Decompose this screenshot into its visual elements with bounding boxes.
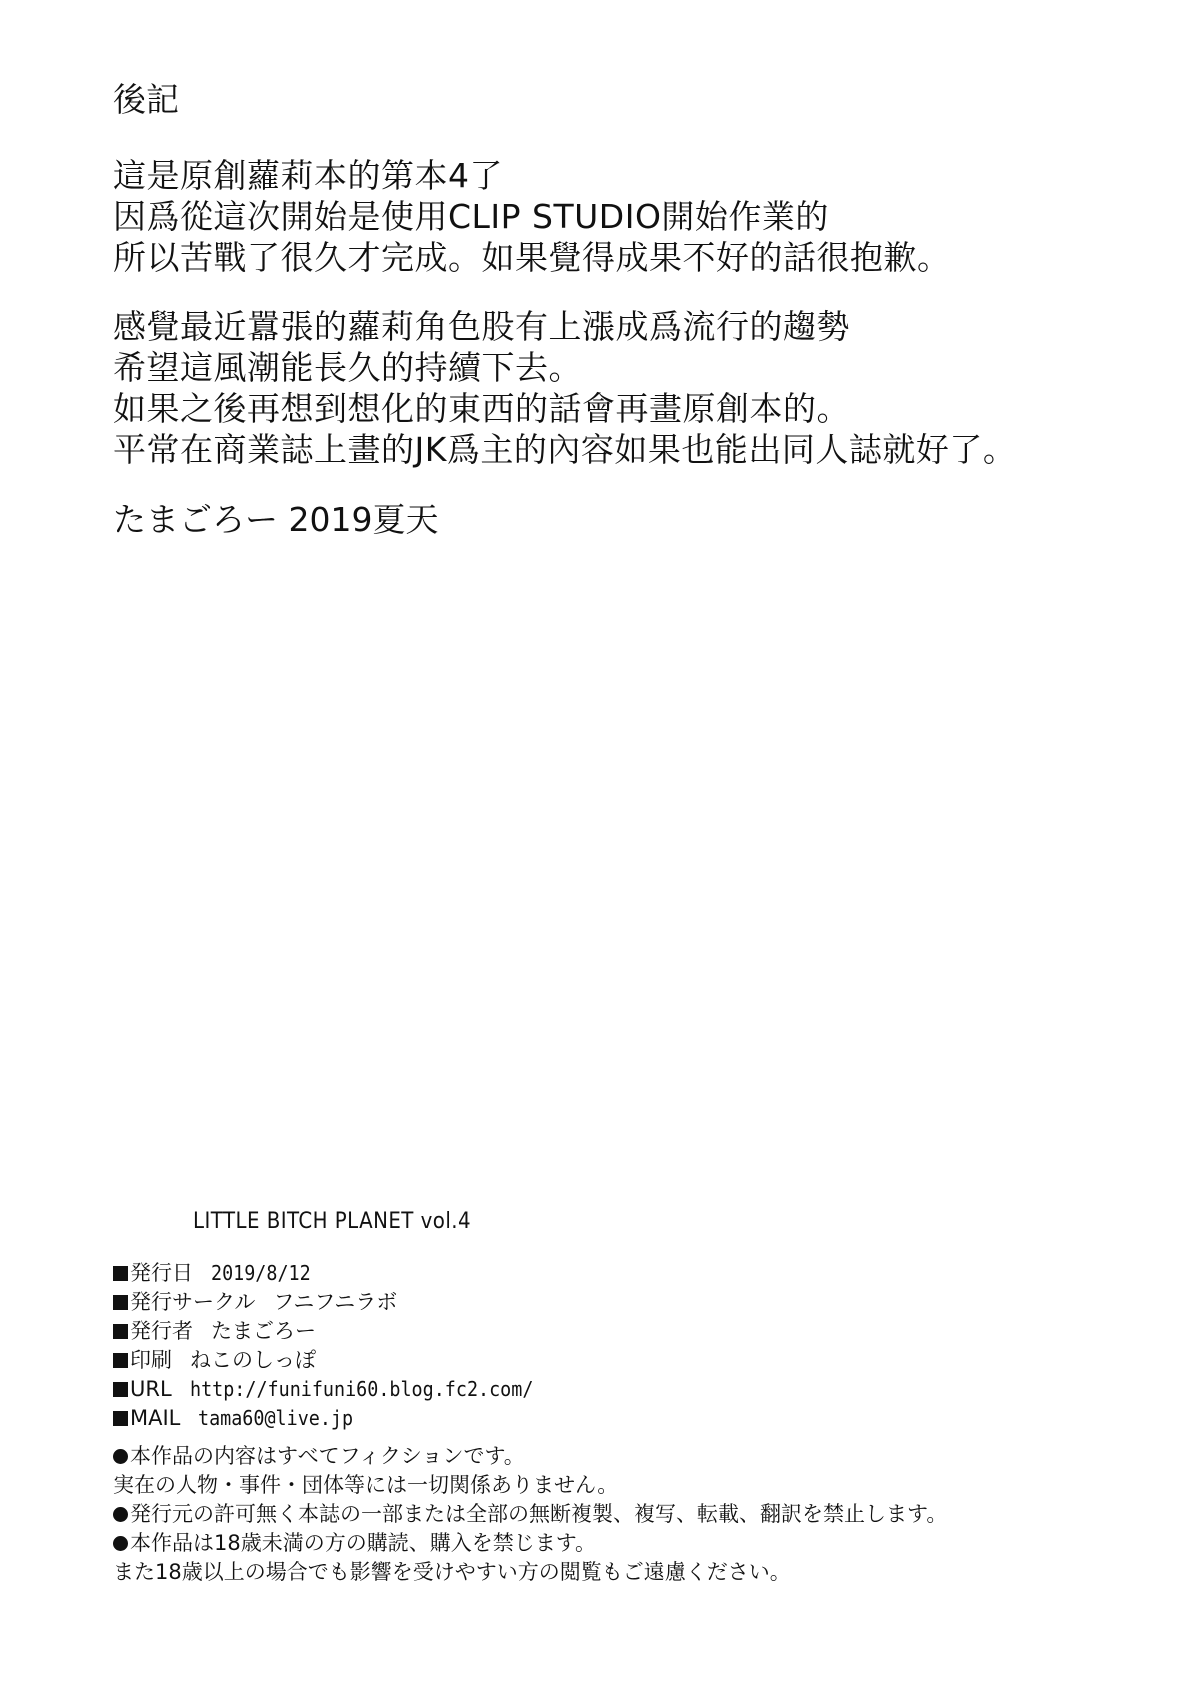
disclaimer-line xyxy=(113,1442,1113,1471)
disclaimer-text: 発行元の許可無く本誌の一部または全部の無断複製、複写、転載、翻訳を禁止します。 xyxy=(130,1502,948,1526)
afterword-signature: たまごろー 2019夏天 xyxy=(113,500,439,539)
square-bullet-icon xyxy=(113,1324,128,1339)
colophon-section xyxy=(113,1208,1013,1433)
colophon-row-publish-date xyxy=(113,1259,1013,1288)
disclaimer-line xyxy=(113,1500,1113,1529)
colophon-row-circle xyxy=(113,1288,1013,1317)
disclaimer-line xyxy=(113,1558,1113,1587)
afterword-line: 所以苦戰了很久才完成。如果覺得成果不好的話很抱歉。 xyxy=(113,238,951,277)
disclaimer-section xyxy=(113,1442,1113,1587)
square-bullet-icon xyxy=(113,1295,128,1310)
disclaimer-text: 本作品の内容はすべてフィクションです。 xyxy=(130,1444,525,1468)
afterword-section xyxy=(113,78,1153,542)
colophon-label: 発行日 xyxy=(130,1261,193,1285)
colophon-value: 2019/8/12 xyxy=(211,1261,311,1285)
colophon-label: 発行者 xyxy=(130,1319,193,1343)
circle-bullet-icon xyxy=(113,1449,128,1464)
colophon-label: MAIL xyxy=(130,1406,181,1430)
afterword-line: 希望這風潮能長久的持續下去。 xyxy=(113,348,582,387)
colophon-list xyxy=(113,1259,1013,1433)
disclaimer-text: また18歳以上の場合でも影響を受けやすい方の閲覧もご遠慮ください。 xyxy=(113,1560,791,1584)
colophon-title: LITTLE BITCH PLANET vol.4 xyxy=(193,1209,472,1234)
afterword-line: 這是原創蘿莉本的第本4了 xyxy=(113,156,503,195)
disclaimer-line xyxy=(113,1529,1113,1558)
square-bullet-icon xyxy=(113,1266,128,1281)
colophon-label: URL xyxy=(130,1377,172,1401)
colophon-row-printer xyxy=(113,1346,1013,1375)
colophon-url-link[interactable]: http://funifuni60.blog.fc2.com/ xyxy=(189,1377,534,1401)
circle-bullet-icon xyxy=(113,1536,128,1551)
afterword-paragraph-1 xyxy=(113,155,1153,278)
colophon-mail-link[interactable]: tama60@live.jp xyxy=(198,1406,354,1430)
disclaimer-text: 本作品は18歳未満の方の購読、購入を禁じます。 xyxy=(130,1531,597,1555)
colophon-row-publisher xyxy=(113,1317,1013,1346)
square-bullet-icon xyxy=(113,1411,128,1426)
colophon-label: 印刷 xyxy=(130,1348,172,1372)
colophon-value: フニフニラボ xyxy=(273,1290,398,1314)
afterword-line: 如果之後再想到想化的東西的話會再畫原創本的。 xyxy=(113,389,850,428)
afterword-title: 後記 xyxy=(113,80,179,119)
colophon-value: たまごろー xyxy=(211,1319,316,1343)
disclaimer-line xyxy=(113,1471,1113,1500)
afterword-line: 因爲從這次開始是使用CLIP STUDIO開始作業的 xyxy=(113,197,829,236)
square-bullet-icon xyxy=(113,1382,128,1397)
colophon-value: ねこのしっぽ xyxy=(190,1348,316,1372)
circle-bullet-icon xyxy=(113,1507,128,1522)
colophon-label: 発行サークル xyxy=(130,1290,256,1314)
colophon-row-mail xyxy=(113,1404,1013,1433)
afterword-line: 平常在商業誌上畫的JK爲主的內容如果也能出同人誌就好了。 xyxy=(113,430,1017,469)
afterword-paragraph-2 xyxy=(113,306,1153,470)
colophon-row-url xyxy=(113,1375,1013,1404)
disclaimer-text: 実在の人物・事件・団体等には一切関係ありません。 xyxy=(113,1473,619,1497)
square-bullet-icon xyxy=(113,1353,128,1368)
afterword-line: 感覺最近囂張的蘿莉角色股有上漲成爲流行的趨勢 xyxy=(113,307,850,346)
